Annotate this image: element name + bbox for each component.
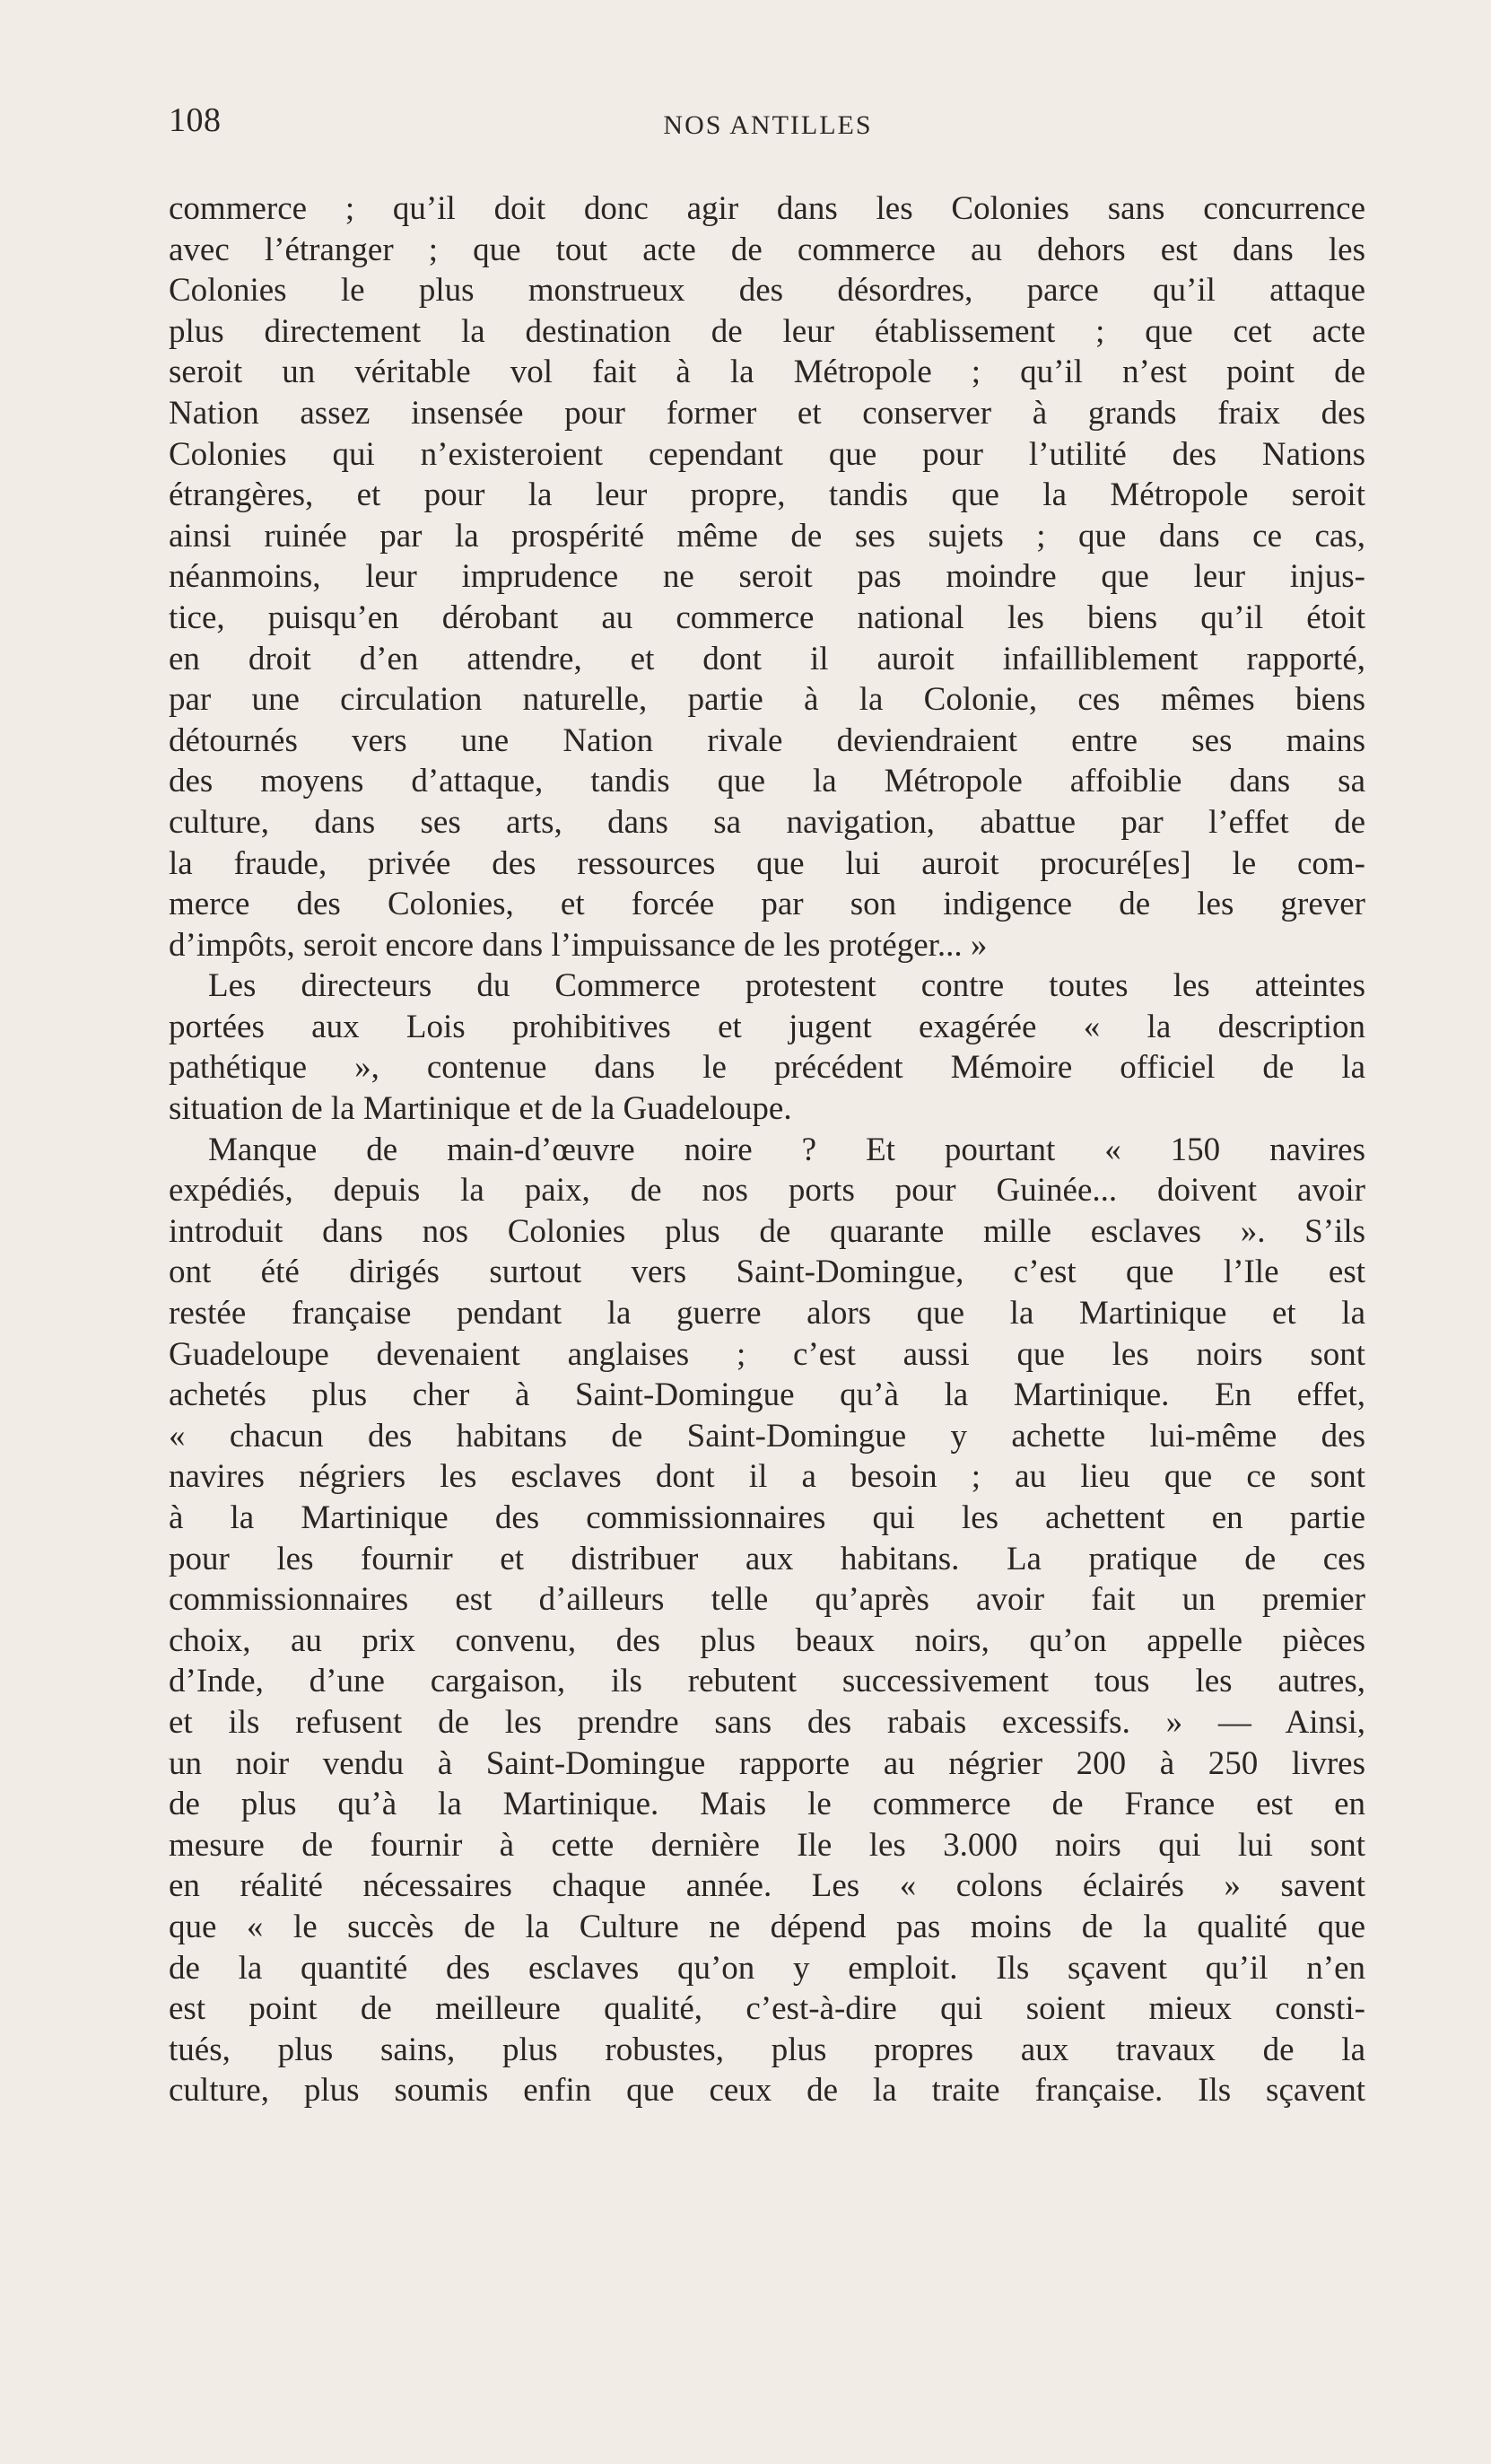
- text-line: seroit un véritable vol fait à la Métropole ; qu’il n’est point de: [169, 354, 1365, 391]
- text-line: la fraude, privée des ressources que lui auroit procuré[es] le com-: [169, 844, 1365, 882]
- page-number: 108: [169, 101, 222, 139]
- text-line: merce des Colonies, et forcée par son indigence de les grever: [169, 886, 1365, 923]
- text-line: choix, au prix convenu, des plus beaux noirs, qu’on appelle pièces: [169, 1621, 1365, 1659]
- text-line: portées aux Lois prohibitives et jugent exagérée « la description: [169, 1008, 1365, 1045]
- text-line: plus directement la destination de leur établissement ; que cet acte: [169, 312, 1365, 350]
- text-line: Les directeurs du Commerce protestent contre toutes les atteintes: [208, 967, 1365, 1005]
- text-line: commissionnaires est d’ailleurs telle qu’après avoir fait un premier: [169, 1581, 1365, 1619]
- text-line: un noir vendu à Saint-Domingue rapporte au négrier 200 à 250 livres: [169, 1744, 1365, 1782]
- text-line: est point de meilleure qualité, c’est-à-dire qui soient mieux consti-: [169, 1990, 1365, 2028]
- text-line: ont été dirigés surtout vers Saint-Domingue, c’est que l’Ile est: [169, 1254, 1365, 1291]
- text-line: avec l’étranger ; que tout acte de commerce au dehors est dans les: [169, 231, 1365, 268]
- text-line: achetés plus cher à Saint-Domingue qu’à la Martinique. En effet,: [169, 1376, 1365, 1414]
- page-header: [169, 93, 1367, 147]
- text-line: tués, plus sains, plus robustes, plus propres aux travaux de la: [169, 2031, 1365, 2068]
- text-line: mesure de fournir à cette dernière Ile les 3.000 noirs qui lui sont: [169, 1826, 1365, 1864]
- body-text: [169, 188, 1365, 2111]
- text-line: Colonies le plus monstrueux des désordres, parce qu’il attaque: [169, 272, 1365, 310]
- text-line: culture, plus soumis enfin que ceux de la traite française. Ils sçavent: [169, 2072, 1365, 2110]
- text-line: détournés vers une Nation rivale deviendraient entre ses mains: [169, 721, 1365, 759]
- text-line: pour les fournir et distribuer aux habitans. La pratique de ces: [169, 1540, 1365, 1577]
- text-line: culture, dans ses arts, dans sa navigation, abattue par l’effet de: [169, 803, 1365, 841]
- text-line: ainsi ruinée par la prospérité même de ses sujets ; que dans ce cas,: [169, 517, 1365, 555]
- text-line: de la quantité des esclaves qu’on y emploit. Ils sçavent qu’il n’en: [169, 1949, 1365, 1987]
- text-line: à la Martinique des commissionnaires qui les achettent en partie: [169, 1499, 1365, 1536]
- paragraph-1: [169, 188, 1365, 966]
- text-line: en réalité nécessaires chaque année. Les « colons éclairés » savent: [169, 1867, 1365, 1905]
- text-line: Manque de main-d’œuvre noire ? Et pourtant « 150 navires: [208, 1131, 1365, 1168]
- text-line: situation de la Martinique et de la Guadeloupe.: [169, 1090, 792, 1128]
- text-line: des moyens d’attaque, tandis que la Métropole affoiblie dans sa: [169, 763, 1365, 800]
- text-line: expédiés, depuis la paix, de nos ports pour Guinée... doivent avoir: [169, 1172, 1365, 1210]
- text-line: et ils refusent de les prendre sans des rabais excessifs. » — Ainsi,: [169, 1703, 1365, 1741]
- text-line: pathétique », contenue dans le précédent Mémoire officiel de la: [169, 1049, 1365, 1087]
- text-line: par une circulation naturelle, partie à la Colonie, ces mêmes biens: [169, 681, 1365, 719]
- text-line: introduit dans nos Colonies plus de quarante mille esclaves ». S’ils: [169, 1212, 1365, 1250]
- text-line: en droit d’en attendre, et dont il auroit infailliblement rapporté,: [169, 640, 1365, 677]
- text-line: Guadeloupe devenaient anglaises ; c’est aussi que les noirs sont: [169, 1335, 1365, 1373]
- paragraph-2: [169, 966, 1365, 1129]
- text-line: tice, puisqu’en dérobant au commerce national les biens qu’il étoit: [169, 599, 1365, 636]
- text-line: d’impôts, seroit encore dans l’impuissance de les protéger... »: [169, 926, 988, 964]
- text-line: d’Inde, d’une cargaison, ils rebutent successivement tous les autres,: [169, 1663, 1365, 1700]
- text-line: navires négriers les esclaves dont il a besoin ; au lieu que ce sont: [169, 1458, 1365, 1496]
- text-line: Colonies qui n’existeroient cependant que pour l’utilité des Nations: [169, 435, 1365, 473]
- running-title: NOS ANTILLES: [663, 110, 873, 140]
- text-line: néanmoins, leur imprudence ne seroit pas moindre que leur injus-: [169, 558, 1365, 596]
- text-line: « chacun des habitans de Saint-Domingue y achette lui-même des: [169, 1417, 1365, 1455]
- paragraph-3: [169, 1130, 1365, 2111]
- text-line: Nation assez insensée pour former et conserver à grands fraix des: [169, 394, 1365, 432]
- text-line: que « le succès de la Culture ne dépend pas moins de la qualité que: [169, 1908, 1365, 1945]
- text-line: commerce ; qu’il doit donc agir dans les Colonies sans concurrence: [169, 190, 1365, 227]
- text-line: restée française pendant la guerre alors que la Martinique et la: [169, 1295, 1365, 1332]
- text-line: de plus qu’à la Martinique. Mais le commerce de France est en: [169, 1786, 1365, 1823]
- text-line: étrangères, et pour la leur propre, tandis que la Métropole seroit: [169, 476, 1365, 514]
